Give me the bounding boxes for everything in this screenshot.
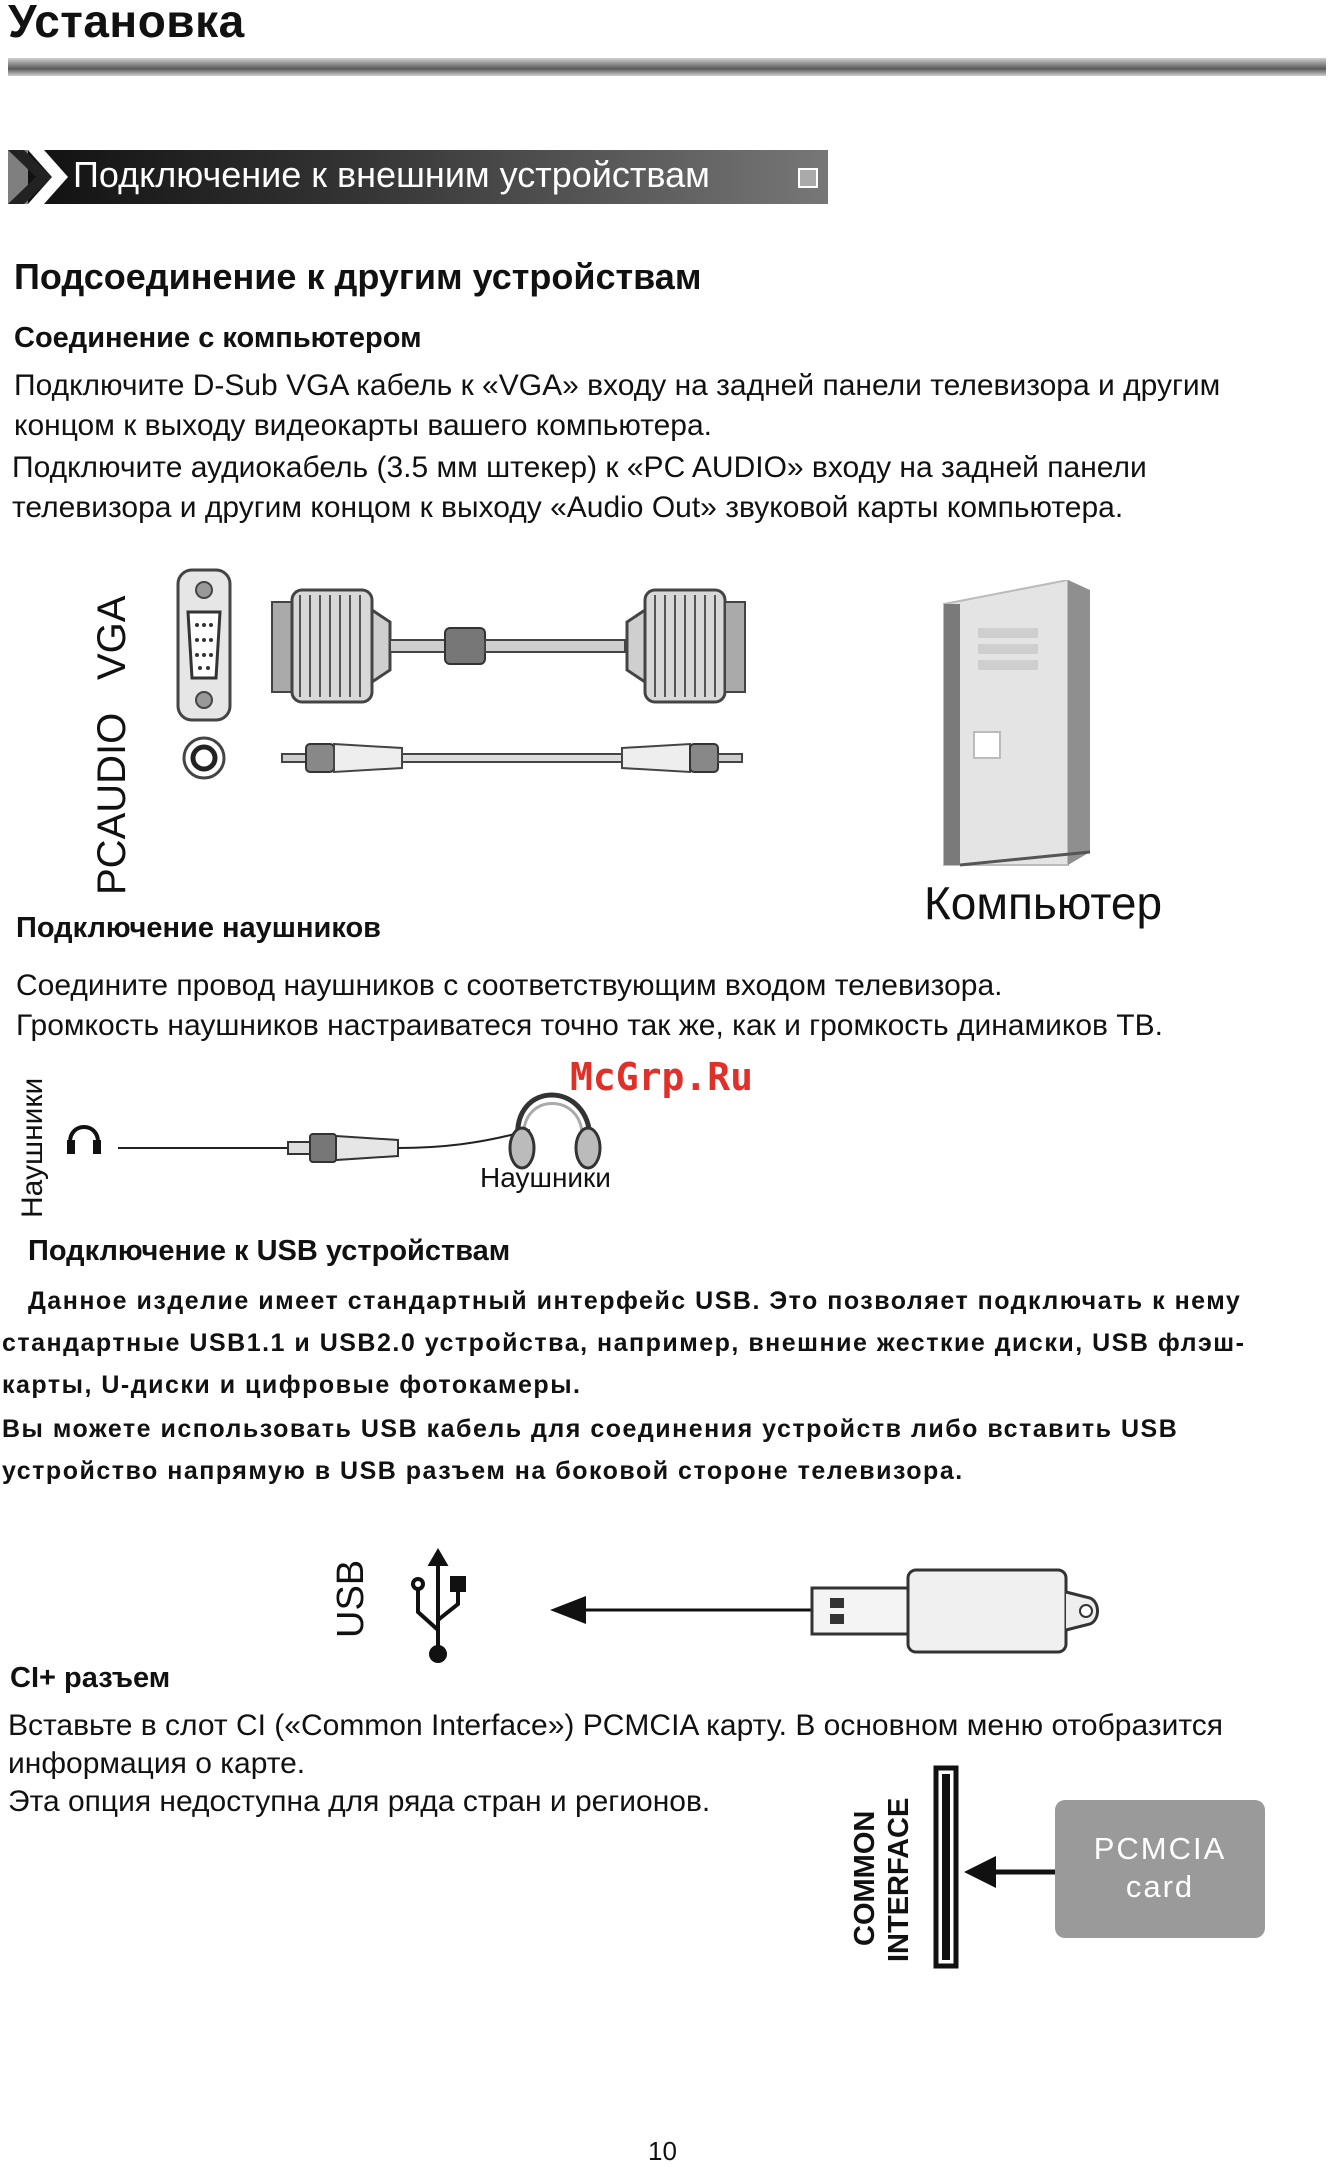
title-divider	[8, 58, 1326, 76]
headphones-icon	[510, 1095, 600, 1168]
usb-flash-drive-icon	[812, 1570, 1098, 1652]
watermark: McGrp.Ru	[570, 1055, 754, 1099]
usb-diagram	[400, 1548, 1130, 1668]
vga-port-label: VGA	[90, 595, 134, 680]
section-banner-title: Подключение к внешним устройствам	[73, 154, 710, 195]
computer-label: Компьютер	[924, 877, 1163, 929]
usb-line1: Данное изделие имеет стандартный интерфейс USB. Это позволяет подключать к нему	[28, 1287, 1242, 1315]
pc-heading: Соединение с компьютером	[14, 322, 422, 354]
headphone-plug-icon	[288, 1134, 398, 1162]
section-banner	[8, 150, 828, 204]
headphones-line2: Громкость наушников настраиватеся точно так же, как и громкость динамиков ТВ.	[16, 1009, 1163, 1042]
pcmcia-card-sublabel: card	[1125, 1869, 1195, 1904]
ci-line1: Вставьте в слот CI («Common Interface») PCMCIA карту. В основном меню отобразится	[8, 1709, 1223, 1742]
headphones-port-label: Наушники	[16, 1077, 49, 1218]
pc-para1-line2: концом к выходу видеокарты вашего компьютера.	[14, 409, 713, 442]
headphone-jack-icon	[67, 1127, 101, 1154]
arrow-left-icon	[550, 1596, 812, 1624]
headphones-heading: Подключение наушников	[16, 912, 381, 944]
pc-cable-diagram	[170, 560, 830, 810]
pc-para2-line1: Подключите аудиокабель (3.5 мм штекер) к «PC AUDIO» входу на задней панели	[12, 451, 1147, 484]
usb-icon	[413, 1552, 464, 1661]
headphones-line1: Соедините провод наушников с соответствующим входом телевизора.	[16, 969, 1003, 1002]
vga-port-icon	[178, 570, 230, 720]
usb-line3: карты, U-диски и цифровые фотокамеры.	[2, 1371, 582, 1399]
usb-line5: устройство напрямую в USB разъем на боковой стороне телевизора.	[2, 1457, 964, 1485]
ci-heading: CI+ разъем	[10, 1662, 171, 1694]
section-heading: Подсоединение к другим устройствам	[14, 256, 702, 297]
ci-line3: Эта опция недоступна для ряда стран и регионов.	[8, 1785, 711, 1818]
square-icon	[798, 168, 818, 188]
computer-icon	[940, 580, 1100, 870]
chevron-right-icon	[8, 150, 68, 204]
usb-line4: Вы можете использовать USB кабель для соединения устройств либо вставить USB	[2, 1415, 1179, 1443]
usb-line2: стандартные USB1.1 и USB2.0 устройства, например, внешние жесткие диски, USB флэш-	[2, 1329, 1246, 1357]
pc-para2-line2: телевизора и другим концом к выходу «Audio Out» звуковой карты компьютера.	[12, 491, 1124, 524]
headphones-device-label: Наушники	[480, 1162, 611, 1193]
audio-port-icon	[184, 738, 224, 778]
ci-line2: информация о карте.	[8, 1747, 306, 1780]
ci-slot-label-common: COMMON	[849, 1810, 881, 1946]
audio-cable-icon	[282, 744, 742, 772]
page-number: 10	[648, 2136, 677, 2166]
usb-port-label: USB	[330, 1559, 372, 1638]
page-title: Установка	[8, 0, 245, 47]
ci-slot-diagram	[930, 1760, 1070, 1980]
pcmcia-card-label: PCMCIA	[1093, 1831, 1227, 1866]
pc-para1-line1: Подключите D-Sub VGA кабель к «VGA» входу на задней панели телевизора и другим	[14, 369, 1221, 402]
arrow-left-icon	[964, 1856, 1058, 1888]
pcmcia-card	[1055, 1800, 1265, 1938]
usb-heading: Подключение к USB устройствам	[28, 1235, 511, 1267]
ci-slot-icon	[936, 1768, 956, 1966]
ci-slot-label-interface: INTERFACE	[883, 1797, 915, 1962]
vga-cable-icon	[272, 590, 745, 702]
pc-audio-port-label: PCAUDIO	[90, 712, 134, 895]
